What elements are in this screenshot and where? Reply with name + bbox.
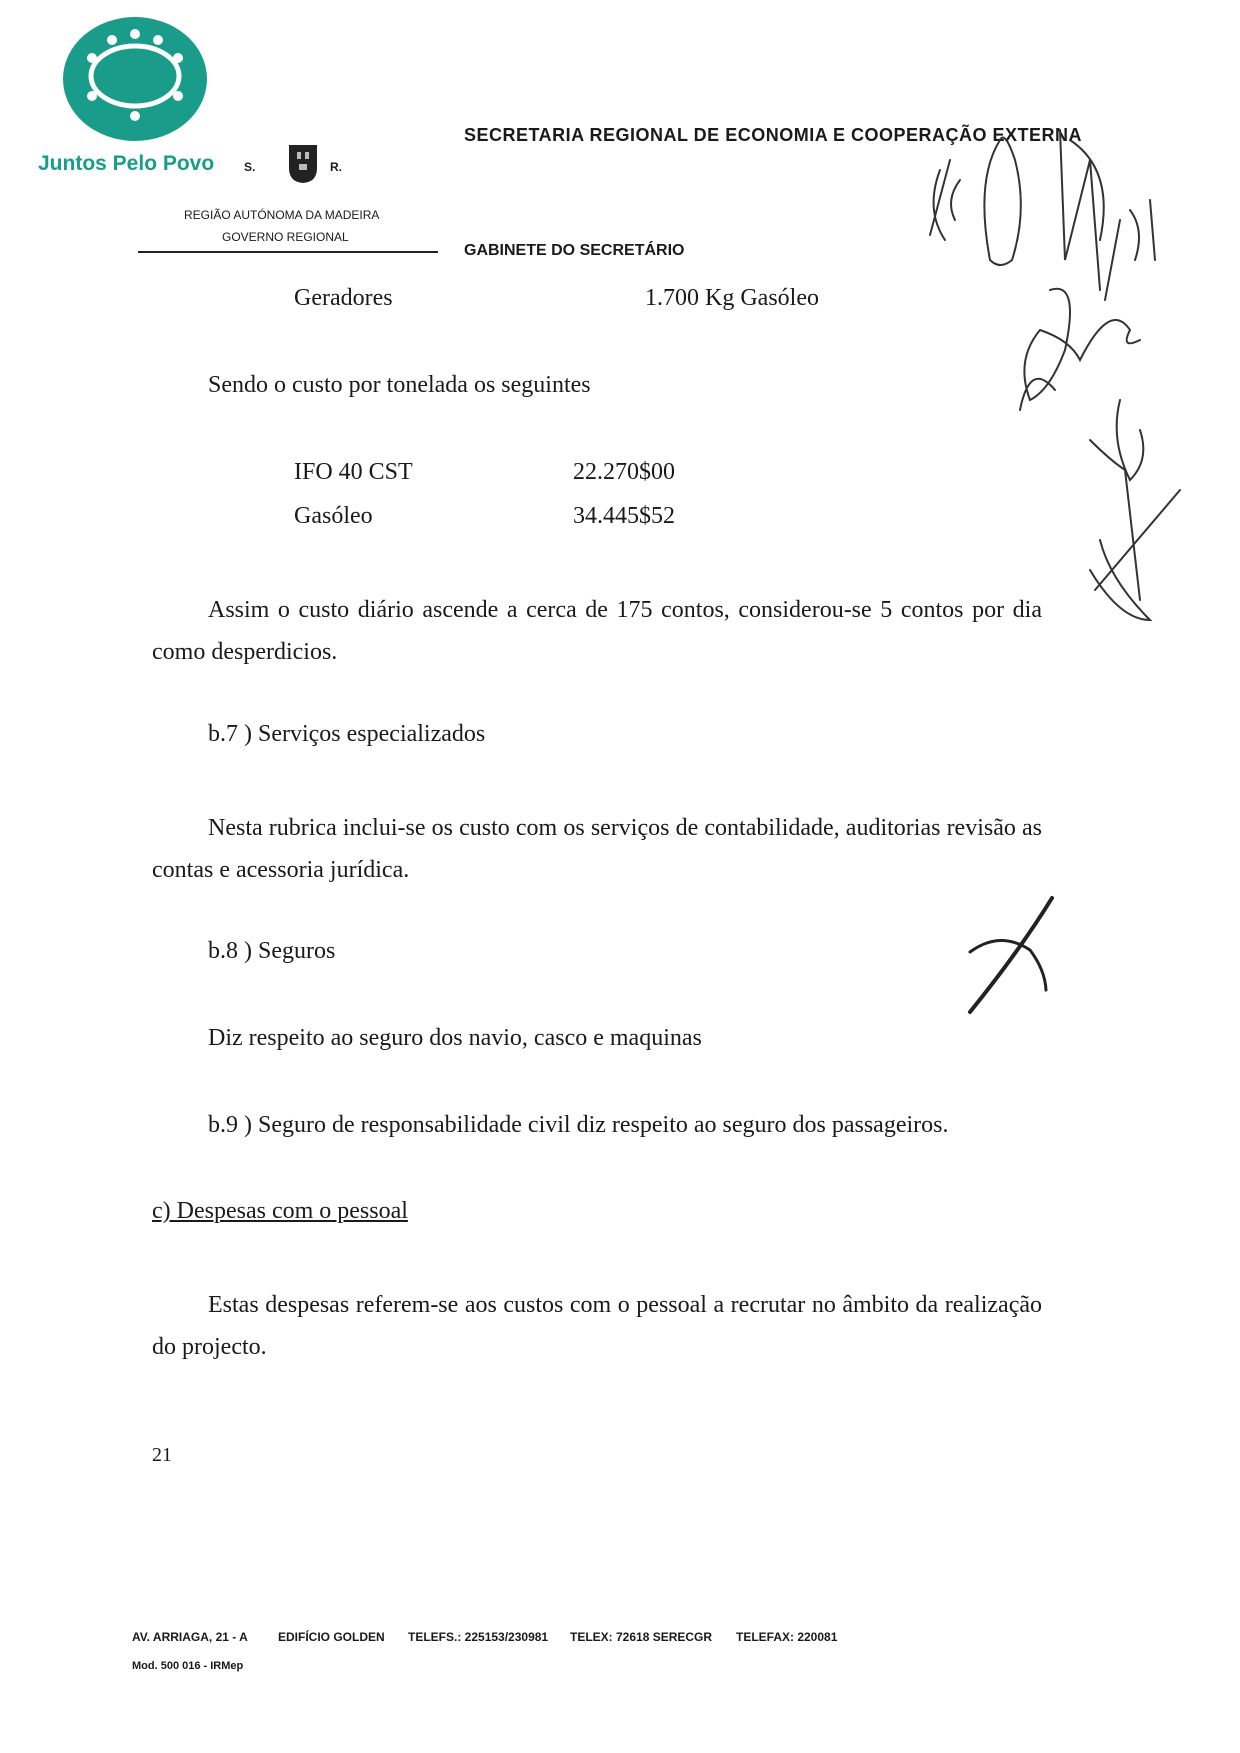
footer-building: EDIFÍCIO GOLDEN: [278, 1630, 385, 1644]
c-heading: c) Despesas com o pessoal: [152, 1198, 408, 1224]
c-paragraph: Estas despesas referem-se aos custos com o pessoal a recrutar no âmbito da realização do projecto.: [152, 1292, 1042, 1360]
custo-intro: Sendo o custo por tonelada os seguintes: [208, 372, 591, 398]
footer-telex: TELEX: 72618 SERECGR: [570, 1630, 713, 1644]
fuel-price-1: 22.270$00: [573, 459, 675, 485]
b8-paragraph: Diz respeito ao seguro dos navio, casco e maquinas: [208, 1025, 702, 1051]
r-letter: R.: [330, 160, 342, 174]
b7-heading: b.7 ) Serviços especializados: [208, 721, 486, 747]
juntos-pelo-povo-logo: [62, 16, 208, 142]
org-name: Juntos Pelo Povo: [38, 152, 215, 175]
footer-telefax: TELEFAX: 220081: [736, 1630, 838, 1644]
gabinete-title: GABINETE DO SECRETÁRIO: [464, 242, 685, 259]
footer-address: AV. ARRIAGA, 21 - A: [132, 1630, 248, 1644]
signature-b8: [960, 890, 1060, 1020]
footer-telefs: TELEFS.: 225153/230981: [408, 1630, 549, 1644]
header-rule: [138, 251, 438, 253]
b7-paragraph: Nesta rubrica inclui-se os custo com os serviços de contabilidade, auditorias revisão as contas e acessoria jurídica.: [152, 815, 1042, 883]
madeira-coat-of-arms-icon: [288, 144, 318, 184]
b8-heading: b.8 ) Seguros: [208, 938, 336, 964]
region-line-2: GOVERNO REGIONAL: [222, 230, 349, 244]
signatures-top-right: [850, 100, 1190, 640]
s-letter: S.: [244, 160, 256, 174]
b9-paragraph: b.9 ) Seguro de responsabilidade civil diz respeito ao seguro dos passageiros.: [208, 1112, 949, 1138]
geradores-label: Geradores: [294, 285, 393, 311]
footer-mod: Mod. 500 016 - IRMep: [132, 1660, 244, 1672]
fuel-name-2: Gasóleo: [294, 503, 373, 529]
page-number: 21: [152, 1444, 172, 1466]
fuel-name-1: IFO 40 CST: [294, 459, 413, 485]
secretaria-title: SECRETARIA REGIONAL DE ECONOMIA E COOPERAÇÃO EXTERNA: [464, 125, 1083, 145]
fuel-price-2: 34.445$52: [573, 503, 675, 529]
geradores-value: 1.700 Kg Gasóleo: [645, 285, 819, 311]
assim-paragraph: Assim o custo diário ascende a cerca de 175 contos, considerou-se 5 contos por dia como desperdicios.: [152, 597, 1042, 665]
region-line-1: REGIÃO AUTÓNOMA DA MADEIRA: [184, 208, 380, 222]
